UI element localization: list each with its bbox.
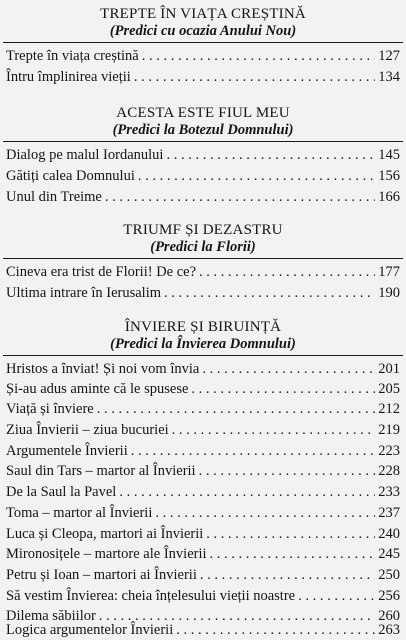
dot-leader — [97, 399, 376, 419]
section-subtitle: (Predici la Învierea Domnului) — [110, 336, 296, 352]
toc-entry — [6, 67, 400, 87]
toc-entry — [6, 262, 400, 282]
dot-leader — [298, 586, 375, 606]
entry-title: Ziua Învierii – ziua bucuriei — [6, 422, 169, 438]
toc-entry — [6, 46, 400, 66]
section-title: ACESTA ESTE FIUL MEU — [116, 105, 290, 121]
toc-entry — [6, 187, 400, 207]
entry-page-number: 177 — [378, 264, 400, 280]
dot-leader — [131, 441, 376, 461]
dot-leader — [164, 283, 375, 303]
dot-leader — [155, 503, 375, 523]
entry-page-number: 245 — [378, 546, 400, 562]
dot-leader — [176, 620, 375, 640]
entry-page-number: 237 — [378, 505, 400, 521]
toc-entry — [6, 359, 400, 379]
entry-title: Mironosițele – martore ale Învierii — [6, 546, 207, 562]
dot-leader — [199, 262, 375, 282]
section-subtitle: (Predici la Florii) — [150, 239, 256, 255]
toc-entry — [6, 420, 400, 440]
toc-entry — [6, 461, 400, 481]
dot-leader — [199, 461, 376, 481]
section-divider — [3, 355, 403, 356]
entry-title: Ultima intrare în Ierusalim — [6, 285, 162, 301]
entry-title: Luca și Cleopa, martori ai Învierii — [6, 526, 204, 542]
entry-page-number: 190 — [378, 285, 400, 301]
entry-page-number: 205 — [378, 381, 400, 397]
entry-page-number: 134 — [378, 69, 400, 85]
section-title: ÎNVIERE ȘI BIRUINȚĂ — [124, 319, 282, 335]
entry-page-number: 166 — [378, 189, 400, 205]
entry-title: Dialog pe malul Iordanului — [6, 147, 164, 163]
toc-entry — [6, 544, 400, 564]
entry-page-number: 260 — [378, 608, 400, 624]
section-divider — [3, 258, 403, 259]
toc-entry — [6, 441, 400, 461]
entry-title: Unul din Treime — [6, 189, 102, 205]
entry-page-number: 256 — [378, 588, 400, 604]
entry-page-number: 127 — [378, 48, 400, 64]
dot-leader — [202, 359, 375, 379]
dot-leader — [105, 187, 375, 207]
entry-page-number: 145 — [378, 147, 400, 163]
entry-title: Dilema săbiilor — [6, 608, 96, 624]
section-title: TREPTE ÎN VIAȚA CREȘTINĂ — [100, 6, 306, 22]
dot-leader — [142, 46, 376, 66]
toc-entry — [6, 166, 400, 186]
dot-leader — [119, 482, 375, 502]
toc-entry — [6, 565, 400, 585]
entry-title: Petru și Ioan – martori ai Învierii — [6, 567, 197, 583]
entry-page-number: 233 — [378, 484, 400, 500]
entry-title: Gătiți calea Domnului — [6, 168, 135, 184]
entry-title: Saul din Tars – martor al Învierii — [6, 463, 196, 479]
dot-leader — [172, 420, 376, 440]
entry-title: De la Saul la Pavel — [6, 484, 117, 500]
entry-title: Întru împlinirea vieții — [6, 69, 131, 85]
toc-entry — [6, 482, 400, 502]
toc-entry — [6, 586, 400, 606]
entry-page-number: 228 — [378, 463, 400, 479]
dot-leader — [138, 166, 375, 186]
dot-leader — [200, 565, 375, 585]
entry-page-number: 219 — [378, 422, 400, 438]
entry-title: Toma – martor al Învierii — [6, 505, 153, 521]
section-divider — [3, 141, 403, 142]
entry-title: Argumentele Învierii — [6, 443, 128, 459]
toc-entry — [6, 379, 400, 399]
entry-page-number: 201 — [378, 361, 400, 377]
entry-title: Viață și înviere — [6, 401, 94, 417]
section-subtitle: (Predici la Botezul Domnului) — [112, 122, 294, 138]
dot-leader — [166, 145, 375, 165]
toc-entry — [6, 283, 400, 303]
entry-page-number: 223 — [378, 443, 400, 459]
dot-leader — [134, 67, 375, 87]
entry-title: Cineva era trist de Florii! De ce? — [6, 264, 197, 280]
entry-page-number: 240 — [378, 526, 400, 542]
entry-title: Hristos a înviat! Și noi vom învia — [6, 361, 200, 377]
entry-title: Să vestim Învierea: cheia înțelesului vieții noastre — [6, 588, 296, 604]
toc-entry — [6, 524, 400, 544]
section-title: TRIUMF ȘI DEZASTRU — [123, 222, 283, 238]
toc-entry — [6, 145, 400, 165]
dot-leader — [191, 379, 375, 399]
entry-page-number: 263 — [378, 622, 400, 638]
entry-page-number: 250 — [378, 567, 400, 583]
toc-entry — [6, 399, 400, 419]
entry-title: Logica argumentelor Învierii — [6, 622, 174, 638]
toc-entry — [6, 620, 400, 640]
dot-leader — [206, 524, 375, 544]
toc-entry — [6, 503, 400, 523]
section-divider — [3, 42, 403, 43]
section-subtitle: (Predici cu ocazia Anului Nou) — [109, 23, 297, 39]
dot-leader — [210, 544, 376, 564]
entry-page-number: 156 — [378, 168, 400, 184]
entry-page-number: 212 — [378, 401, 400, 417]
entry-title: Trepte în viața creștină — [6, 48, 139, 64]
entry-title: Și-au adus aminte că le spusese — [6, 381, 189, 397]
